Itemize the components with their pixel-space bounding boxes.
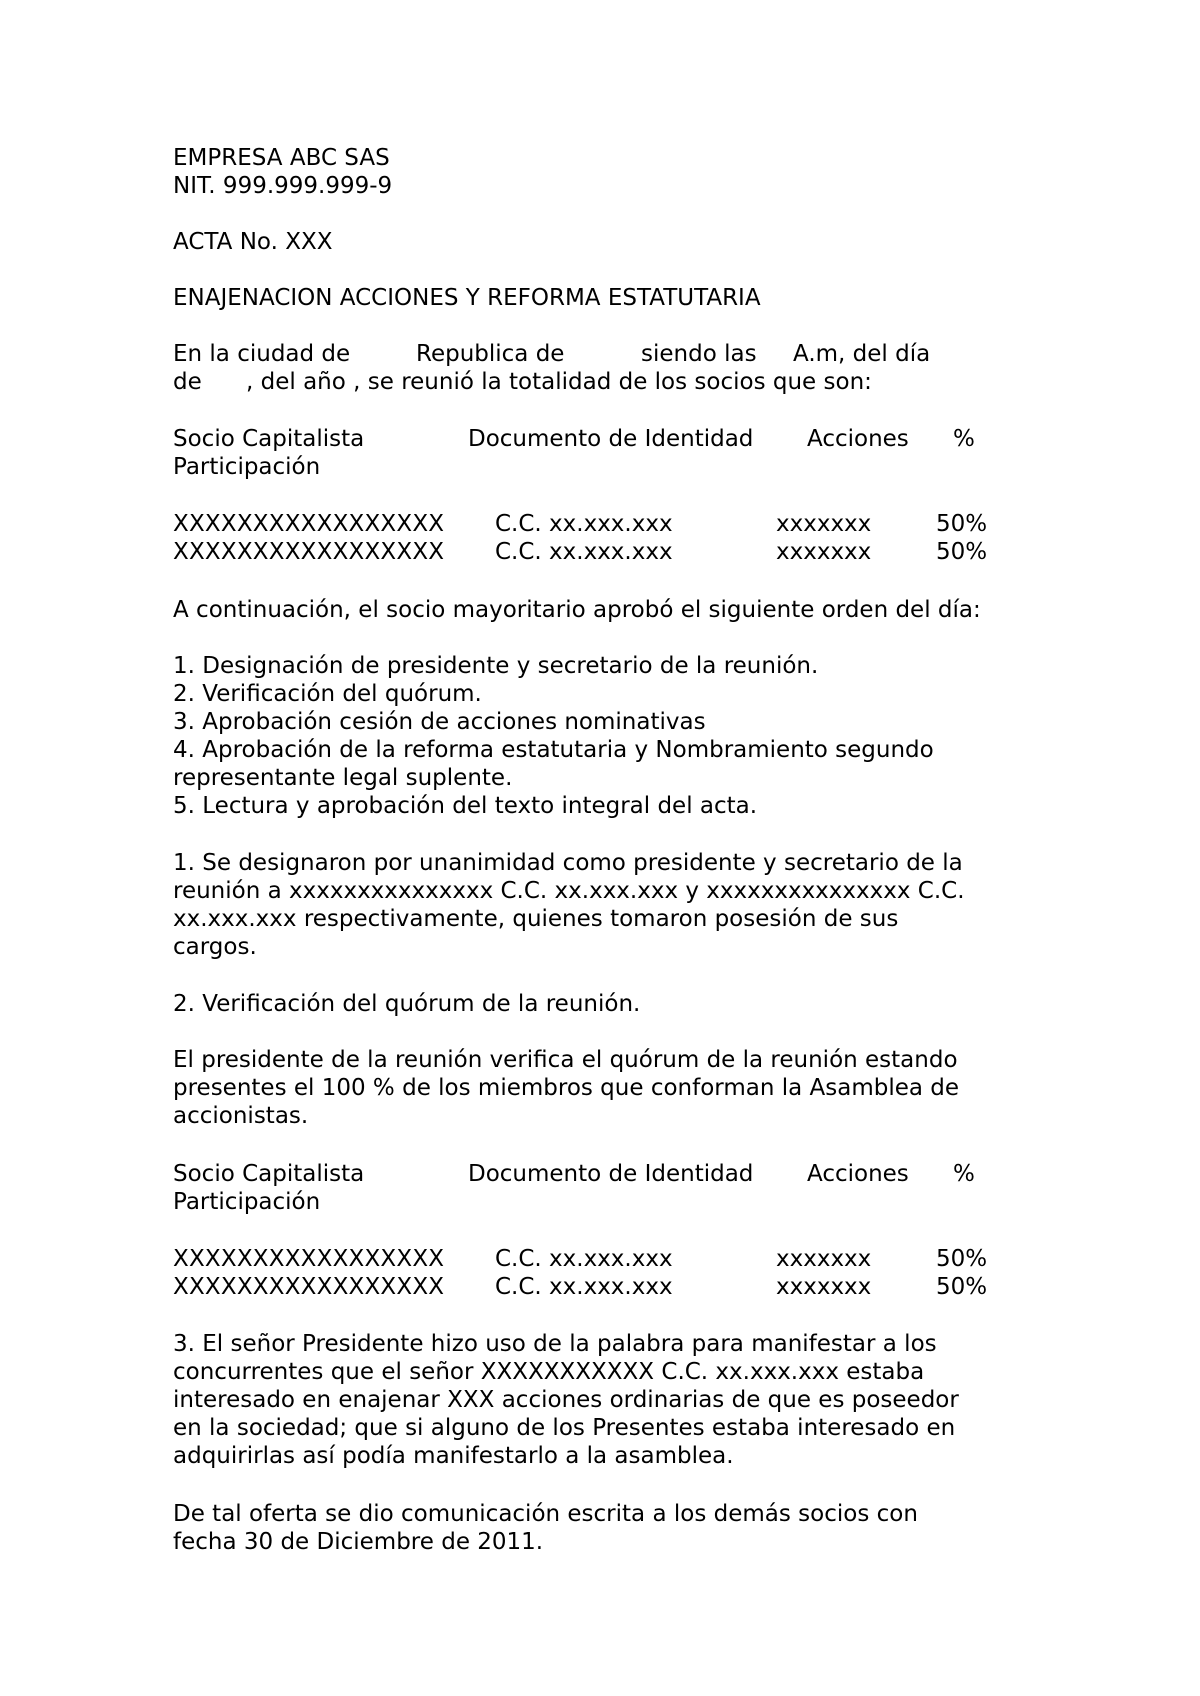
col-header-documento: Documento de Identidad [468,426,754,452]
list-item: 1. Designación de presidente y secretario de la reunión. [173,653,819,679]
list-item: representante legal suplente. [173,765,513,791]
paragraph-line: 3. El señor Presidente hizo uso de la palabra para manifestar a los [173,1331,937,1357]
cell-documento: C.C. xx.xxx.xxx [495,511,673,537]
cell-pct: 50% [936,539,988,565]
intro-of-label: de [173,369,202,395]
list-item: 3. Aprobación cesión de acciones nominativas [173,709,706,735]
paragraph-line: cargos. [173,934,257,960]
cell-pct: 50% [936,511,988,537]
cell-acciones: xxxxxxx [776,539,872,565]
cell-socio: XXXXXXXXXXXXXXXXX [173,1246,445,1272]
cell-socio: XXXXXXXXXXXXXXXXX [173,511,445,537]
col-header-socio: Socio Capitalista [173,426,365,452]
col-header-documento: Documento de Identidad [468,1161,754,1187]
cell-documento: C.C. xx.xxx.xxx [495,1274,673,1300]
paragraph-line: accionistas. [173,1103,309,1129]
col-header-acciones: Acciones [807,1161,909,1187]
col-header-pct: % [953,1161,975,1187]
list-item: 2. Verificación del quórum. [173,681,482,707]
paragraph-line: De tal oferta se dio comunicación escrita a los demás socios con [173,1501,918,1527]
col-header-participacion: Participación [173,454,321,480]
cell-pct: 50% [936,1274,988,1300]
paragraph-line: interesado en enajenar XXX acciones ordinarias de que es poseedor [173,1387,959,1413]
col-header-acciones: Acciones [807,426,909,452]
cell-acciones: xxxxxxx [776,511,872,537]
paragraph-line: presentes el 100 % de los miembros que conforman la Asamblea de [173,1075,960,1101]
list-item: 5. Lectura y aprobación del texto integral del acta. [173,793,758,819]
paragraph-line: El presidente de la reunión verifica el quórum de la reunión estando [173,1047,958,1073]
cell-documento: C.C. xx.xxx.xxx [495,1246,673,1272]
paragraph-line: reunión a xxxxxxxxxxxxxxx C.C. xx.xxx.xxx y xxxxxxxxxxxxxxx C.C. [173,878,965,904]
paragraph-line: 1. Se designaron por unanimidad como presidente y secretario de la [173,850,963,876]
cell-pct: 50% [936,1246,988,1272]
acta-number: ACTA No. XXX [173,229,333,255]
intro-year-text: , del año , se reunió la totalidad de los socios que son: [246,369,872,395]
point-2-title: 2. Verificación del quórum de la reunión. [173,991,641,1017]
company-nit: NIT. 999.999.999-9 [173,173,393,199]
cell-acciones: xxxxxxx [776,1246,872,1272]
paragraph-line: xx.xxx.xxx respectivamente, quienes tomaron posesión de sus [173,906,899,932]
paragraph-line: fecha 30 de Diciembre de 2011. [173,1529,544,1555]
paragraph-line: adquirirlas así podía manifestarlo a la asamblea. [173,1443,734,1469]
intro-day-label: A.m, del día [793,341,931,367]
col-header-participacion: Participación [173,1189,321,1215]
agenda-intro: A continuación, el socio mayoritario aprobó el siguiente orden del día: [173,597,981,623]
intro-republic-label: Republica de [416,341,565,367]
intro-city-label: En la ciudad de [173,341,351,367]
intro-time-label: siendo las [641,341,757,367]
list-item: 4. Aprobación de la reforma estatutaria y Nombramiento segundo [173,737,934,763]
col-header-socio: Socio Capitalista [173,1161,365,1187]
paragraph-line: en la sociedad; que si alguno de los Presentes estaba interesado en [173,1415,956,1441]
cell-socio: XXXXXXXXXXXXXXXXX [173,1274,445,1300]
cell-acciones: xxxxxxx [776,1274,872,1300]
cell-documento: C.C. xx.xxx.xxx [495,539,673,565]
document-title: ENAJENACION ACCIONES Y REFORMA ESTATUTARIA [173,285,761,311]
cell-socio: XXXXXXXXXXXXXXXXX [173,539,445,565]
paragraph-line: concurrentes que el señor XXXXXXXXXXX C.C. xx.xxx.xxx estaba [173,1359,925,1385]
company-name: EMPRESA ABC SAS [173,145,390,171]
col-header-pct: % [953,426,975,452]
